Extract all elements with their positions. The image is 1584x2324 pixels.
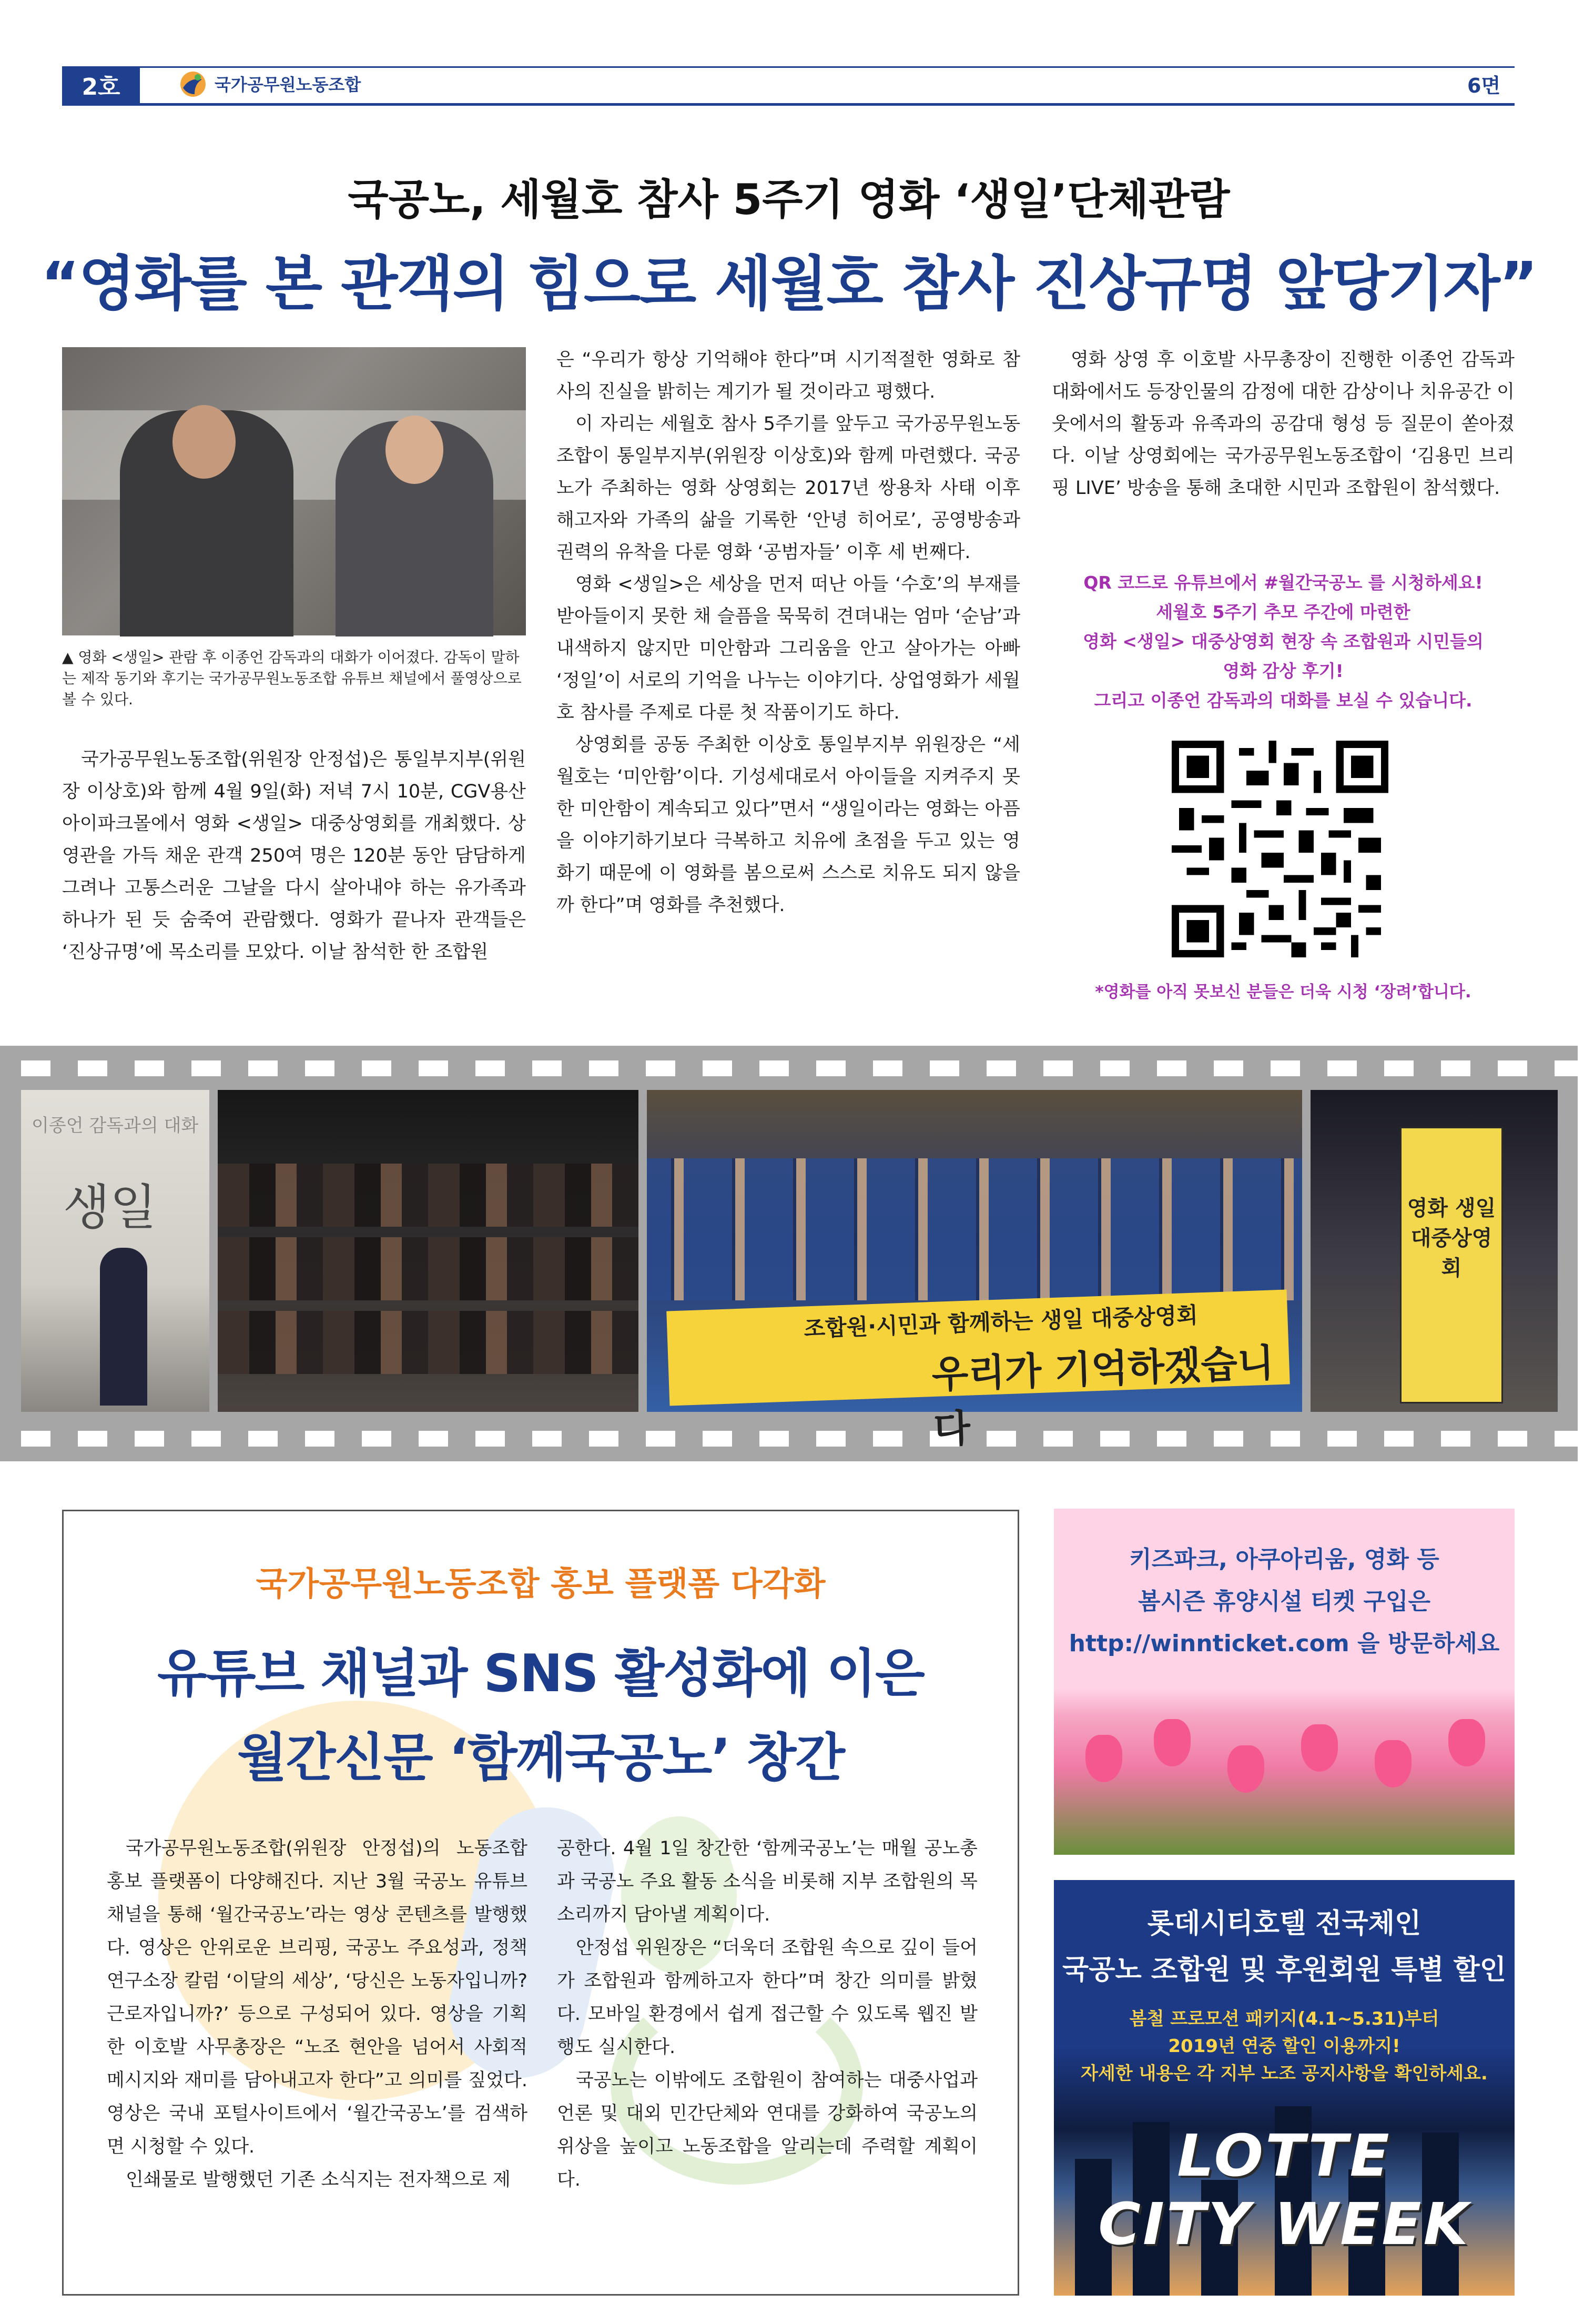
issue-number: 2호	[62, 66, 140, 103]
film-sprocket-hole	[532, 1431, 562, 1447]
platform-article-box	[62, 1510, 1019, 2296]
film-sprocket-hole	[475, 1431, 505, 1447]
film-sprocket-hole	[362, 1060, 391, 1076]
paragraph: 상영회를 공동 주최한 이상호 통일부지부 위원장은 “세월호는 ‘미안함’이다. 기성세대로서 아이들을 지켜주지 못한 미안함이 계속되고 있다”면서 “생일이라는 영화는 아픔을 이야기하기보다 극복하고 치유에 초점을 두고 있는 영화기 때문에 이 영화를 봄으로써 스스로 치유도 되지 않을까 한다”며 영화를 추천했다.	[556, 734, 1020, 916]
film-sprocket-hole	[1043, 1060, 1073, 1076]
lobby-photo	[1311, 1090, 1558, 1412]
film-sprocket-hole	[703, 1060, 732, 1076]
film-sprocket-hole	[873, 1431, 902, 1447]
photo-caption: ▲ 영화 <생일> 관람 후 이종언 감독과의 대화가 이어졌다. 감독이 말하는 제작 동기와 후기는 국가공무원노동조합 유튜브 채널에서 풀영상으로 볼 수 있다.	[62, 649, 522, 708]
film-sprocket-hole	[419, 1431, 448, 1447]
film-sprocket-hole	[1555, 1060, 1584, 1076]
ad2-brand-line1: LOTTE	[1177, 2122, 1392, 2189]
film-sprocket-hole	[248, 1431, 278, 1447]
ad2-line3: 봄철 프로모션 패키지(4.1~5.31)부터	[1129, 2008, 1439, 2029]
org-name: 국가공무원노동조합	[215, 75, 361, 95]
paragraph: 안정섭 위원장은 “더욱더 조합원 속으로 깊이 들어가 조합원과 함께하고자 한다”며 창간 의미를 밝혔다. 모바일 환경에서 쉽게 접근할 수 있도록 웹진 발행도 실시한다.	[557, 1937, 978, 2058]
ad1-line1: 키즈파크, 아쿠아리움, 영화 등	[1129, 1546, 1439, 1573]
ad2-line1: 롯데시티호텔 전국체인	[1147, 1908, 1421, 1939]
article2-title-line2: 월간신문 ‘함께국공노’ 창간	[237, 1728, 845, 1788]
film-sprocket-hole	[135, 1431, 164, 1447]
paragraph: 공한다. 4월 1일 창간한 ‘함께국공노’는 매월 공노총과 국공노 주요 활동 소식을 비롯해 지부 조합원의 목소리까지 담아낼 계획이다.	[557, 1838, 978, 1925]
film-sprocket-hole	[646, 1431, 675, 1447]
film-sprocket-hole	[21, 1060, 50, 1076]
audience-photo	[218, 1090, 638, 1412]
film-sprocket-hole	[759, 1060, 789, 1076]
film-sprocket-hole	[589, 1431, 618, 1447]
lotte-city-hotel-ad[interactable]	[1054, 1880, 1515, 2296]
film-sprocket-hole	[1384, 1060, 1414, 1076]
film-sprocket-hole	[1271, 1060, 1300, 1076]
film-sprocket-hole	[78, 1431, 107, 1447]
ad1-url[interactable]: http://winnticket.com 을 방문하세요	[1069, 1630, 1500, 1657]
winnticket-ad[interactable]	[1054, 1509, 1515, 1855]
film-sprocket-hole	[362, 1431, 391, 1447]
header-top-rule	[140, 66, 1515, 68]
film-sprocket-hole	[816, 1431, 846, 1447]
film-sprocket-hole	[1441, 1431, 1470, 1447]
film-sprocket-hole	[703, 1431, 732, 1447]
theater-group-photo	[647, 1090, 1302, 1452]
ad2-brand-line2: CITY WEEK	[1098, 2190, 1470, 2258]
event-banner	[666, 1289, 1290, 1452]
film-sprocket-hole	[759, 1431, 789, 1447]
film-sprocket-hole	[532, 1060, 562, 1076]
film-sprocket-hole	[1555, 1431, 1584, 1447]
article-headline: “영화를 본 관객의 힘으로 세월호 참사 진상규명 앞당기자”	[40, 250, 1537, 318]
speaker-photo	[21, 1090, 209, 1412]
film-sprocket-hole	[816, 1060, 846, 1076]
paragraph: 은 “우리가 항상 기억해야 한다”며 시기적절한 영화로 참사의 진실을 밝히는 계기가 될 것이라고 평했다.	[556, 349, 1020, 402]
screen-subtitle: 이종언 감독과의 대화	[32, 1115, 199, 1136]
film-strip-photos	[0, 1046, 1578, 1461]
paragraph: 인쇄물로 발행했던 기존 소식지는 전자책으로 제	[126, 2169, 511, 2190]
article2-column-1	[107, 1832, 527, 2197]
page-number: 6면	[1467, 74, 1501, 97]
film-sprocket-hole	[1157, 1060, 1186, 1076]
film-sprocket-hole	[248, 1060, 278, 1076]
film-sprocket-hole	[305, 1060, 334, 1076]
article1-column-3	[1052, 344, 1515, 504]
ad2-line4: 2019년 연중 할인 이용까지!	[1168, 2036, 1400, 2057]
film-sprocket-hole	[646, 1060, 675, 1076]
film-sprocket-hole	[1498, 1060, 1527, 1076]
film-sprocket-hole	[1327, 1431, 1357, 1447]
film-sprocket-hole	[987, 1060, 1016, 1076]
film-sprocket-hole	[21, 1431, 50, 1447]
film-sprocket-hole	[475, 1060, 505, 1076]
paragraph: 영화 <생일>은 세상을 먼저 떠난 아들 ‘수호’의 부재를 받아들이지 못한 채 슬픔을 묵묵히 견뎌내는 엄마 ‘순남’과 내색하지 않지만 미안함과 그리움을 안고 살아가는 아빠 ‘정일’이 서로의 기억을 나누는 이야기다. 상업영화가 세월호 참사를 주제로 다룬 첫 작품이기도 하다.	[556, 574, 1020, 723]
ad2-line2: 국공노 조합원 및 후원회원 특별 할인	[1062, 1954, 1506, 1986]
qr-note-line: QR 코드로 유튜브에서 #월간국공노 를 시청하세요!	[1083, 572, 1483, 593]
ad2-line5: 자세한 내용은 각 지부 노조 공지사항을 확인하세요.	[1081, 2063, 1488, 2084]
film-sprocket-hole	[135, 1060, 164, 1076]
film-sprocket-hole	[589, 1060, 618, 1076]
article1-column-2	[556, 344, 1020, 922]
article-kicker: 국공노, 세월호 참사 5주기 영화 ‘생일’단체관람	[348, 175, 1230, 224]
film-sprocket-hole	[191, 1431, 221, 1447]
event-standee: 영화 생일 대중상영회	[1400, 1127, 1503, 1403]
film-sprocket-hole	[1100, 1060, 1130, 1076]
film-sprocket-hole	[1214, 1060, 1243, 1076]
article1-column-1	[62, 744, 526, 968]
union-logo-icon	[179, 70, 207, 98]
qr-note-line: 영화 감상 후기!	[1223, 661, 1344, 681]
article2-kicker: 국가공무원노동조합 홍보 플랫폼 다각화	[256, 1564, 826, 1603]
article2-title-line1: 유튜브 채널과 SNS 활성화에 이은	[157, 1644, 924, 1704]
qr-note-line: 그리고 이종언 감독과의 대화를 보실 수 있습니다.	[1094, 690, 1473, 711]
paragraph: 국가공무원노동조합(위원장 안정섭)은 통일부지부(위원장 이상호)와 함께 4월 9일(화) 저녁 7시 10분, CGV용산아이파크몰에서 영화 <생일> 대중상영회를 개최했다. 상영관을 가득 채운 관객 250여 명은 120분 동안 담담하게 그려나 고통스러운 그날을 다시 살아내야 하는 유가족과 하나가 된 듯 숨죽여 관람했다. 영화가 끝나자 관객들은 ‘진상규명’에 목소리를 모았다. 이날 참석한 한 조합원	[62, 749, 526, 963]
film-sprocket-hole	[1327, 1060, 1357, 1076]
qr-note-line: 세월호 5주기 추모 주간에 마련한	[1156, 602, 1410, 622]
paragraph: 국가공무원노동조합(위원장 안정섭)의 노동조합 홍보 플랫폼이 다양해진다. 지난 3월 국공노 유튜브 채널을 통해 ‘월간국공노’라는 영상 콘텐츠를 발행했다. 영상은 안위로운 브리핑, 국공노 주요성과, 정책연구소장 칼럼 ‘이달의 세상’, ‘당신은 노동자입니까? 근로자입니까?’ 등으로 구성되어 있다. 영상을 기획한 이호발 사무총장은 “노조 현안을 넘어서 사회적 메시지와 재미를 담아내고자 한다”고 의미를 짚었다. 영상은 국내 포털사이트에서 ‘월간국공노’를 검색하면 시청할 수 있다.	[107, 1838, 527, 2157]
article2-column-2	[557, 1832, 978, 2197]
paragraph: 이 자리는 세월호 참사 5주기를 앞두고 국가공무원노동조합이 통일부지부(위원장 이상호)와 함께 마련했다. 국공노가 주최하는 영화 상영회는 2017년 쌍용차 사태 이후 해고자와 가족의 삶을 기록한 ‘안녕 히어로’, 공영방송과 권력의 유착을 다룬 영화 ‘공범자들’ 이후 세 번째다.	[556, 413, 1020, 563]
qr-footnote: *영화를 아직 못보신 분들은 더욱 시청 ‘장려’합니다.	[1095, 983, 1471, 1002]
film-sprocket-hole	[1384, 1431, 1414, 1447]
film-sprocket-hole	[1441, 1060, 1470, 1076]
banner-subtitle: 조합원·시민과 함께하는 생일 대중상영회	[803, 1302, 1199, 1342]
banner-slogan: 우리가 기억하겠습니다	[931, 1340, 1275, 1452]
header-rule	[62, 103, 1515, 106]
qr-note-line: 영화 <생일> 대중상영회 현장 속 조합원과 시민들의	[1083, 631, 1484, 652]
paragraph: 영화 상영 후 이호발 사무총장이 진행한 이종언 감독과 대화에서도 등장인물의 감정에 대한 감상이나 치유공간 이웃에서의 활동과 유족과의 공감대 형성 등 질문이 쏟아졌다. 이날 상영회에는 국가공무원노동조합이 ‘김용민 브리핑 LIVE’ 방송을 통해 초대한 시민과 조합원이 참석했다.	[1052, 349, 1515, 499]
film-sprocket-hole	[191, 1060, 221, 1076]
ad1-line2: 봄시즌 휴양시설 티켓 구입은	[1138, 1588, 1430, 1615]
screen-movie-title: 생일	[63, 1179, 157, 1236]
film-sprocket-hole	[873, 1060, 902, 1076]
qr-instructions	[1052, 568, 1515, 715]
director-talk-photo	[62, 347, 526, 635]
film-sprocket-hole	[930, 1060, 959, 1076]
paragraph: 국공노는 이밖에도 조합원이 참여하는 대중사업과 언론 및 대외 민간단체와 연대를 강화하여 국공노의 위상을 높이고 노동조합을 알리는데 주력할 계획이다.	[557, 2070, 978, 2190]
film-sprocket-hole	[419, 1060, 448, 1076]
qr-code[interactable]	[1172, 741, 1388, 957]
film-sprocket-hole	[1498, 1431, 1527, 1447]
film-sprocket-hole	[78, 1060, 107, 1076]
film-sprocket-hole	[305, 1431, 334, 1447]
